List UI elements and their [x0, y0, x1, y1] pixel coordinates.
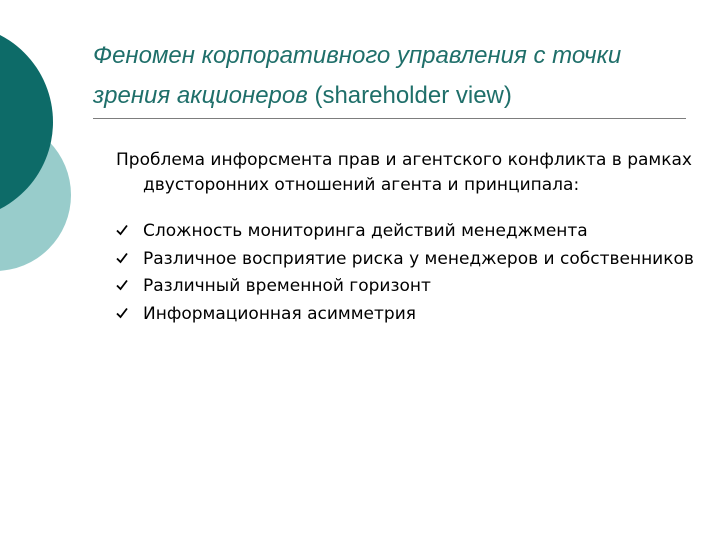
- checkmark-icon: [116, 307, 128, 319]
- slide-title: [93, 36, 693, 116]
- title-main: Феномен корпоративного управления с точки зрения акционеров: [93, 42, 622, 109]
- checkmark-icon: [116, 279, 128, 291]
- checkmark-icon: [116, 224, 128, 236]
- bullet-text: Информационная асимметрия: [143, 303, 416, 324]
- checkmark-icon: [116, 252, 128, 264]
- bullet-text: Различный временной горизонт: [143, 276, 431, 296]
- title-divider: [93, 118, 686, 119]
- bullet-text: Сложность мониторинга действий менеджмента: [143, 221, 588, 241]
- bullet-item: [116, 247, 696, 272]
- slide-body: [116, 148, 696, 329]
- intro-text: Проблема инфорсмента прав и агентского конфликта в рамках двусторонних отношений агента и принципала:: [116, 150, 692, 195]
- bullet-item: [116, 302, 696, 327]
- decorative-circles: [0, 0, 90, 300]
- bullet-item: [116, 274, 696, 299]
- title-suffix: (shareholder view): [307, 82, 512, 109]
- bullet-item: [116, 219, 696, 244]
- bullet-list: [116, 219, 696, 326]
- bullet-text: Различное восприятие риска у менеджеров и собственников: [143, 248, 694, 269]
